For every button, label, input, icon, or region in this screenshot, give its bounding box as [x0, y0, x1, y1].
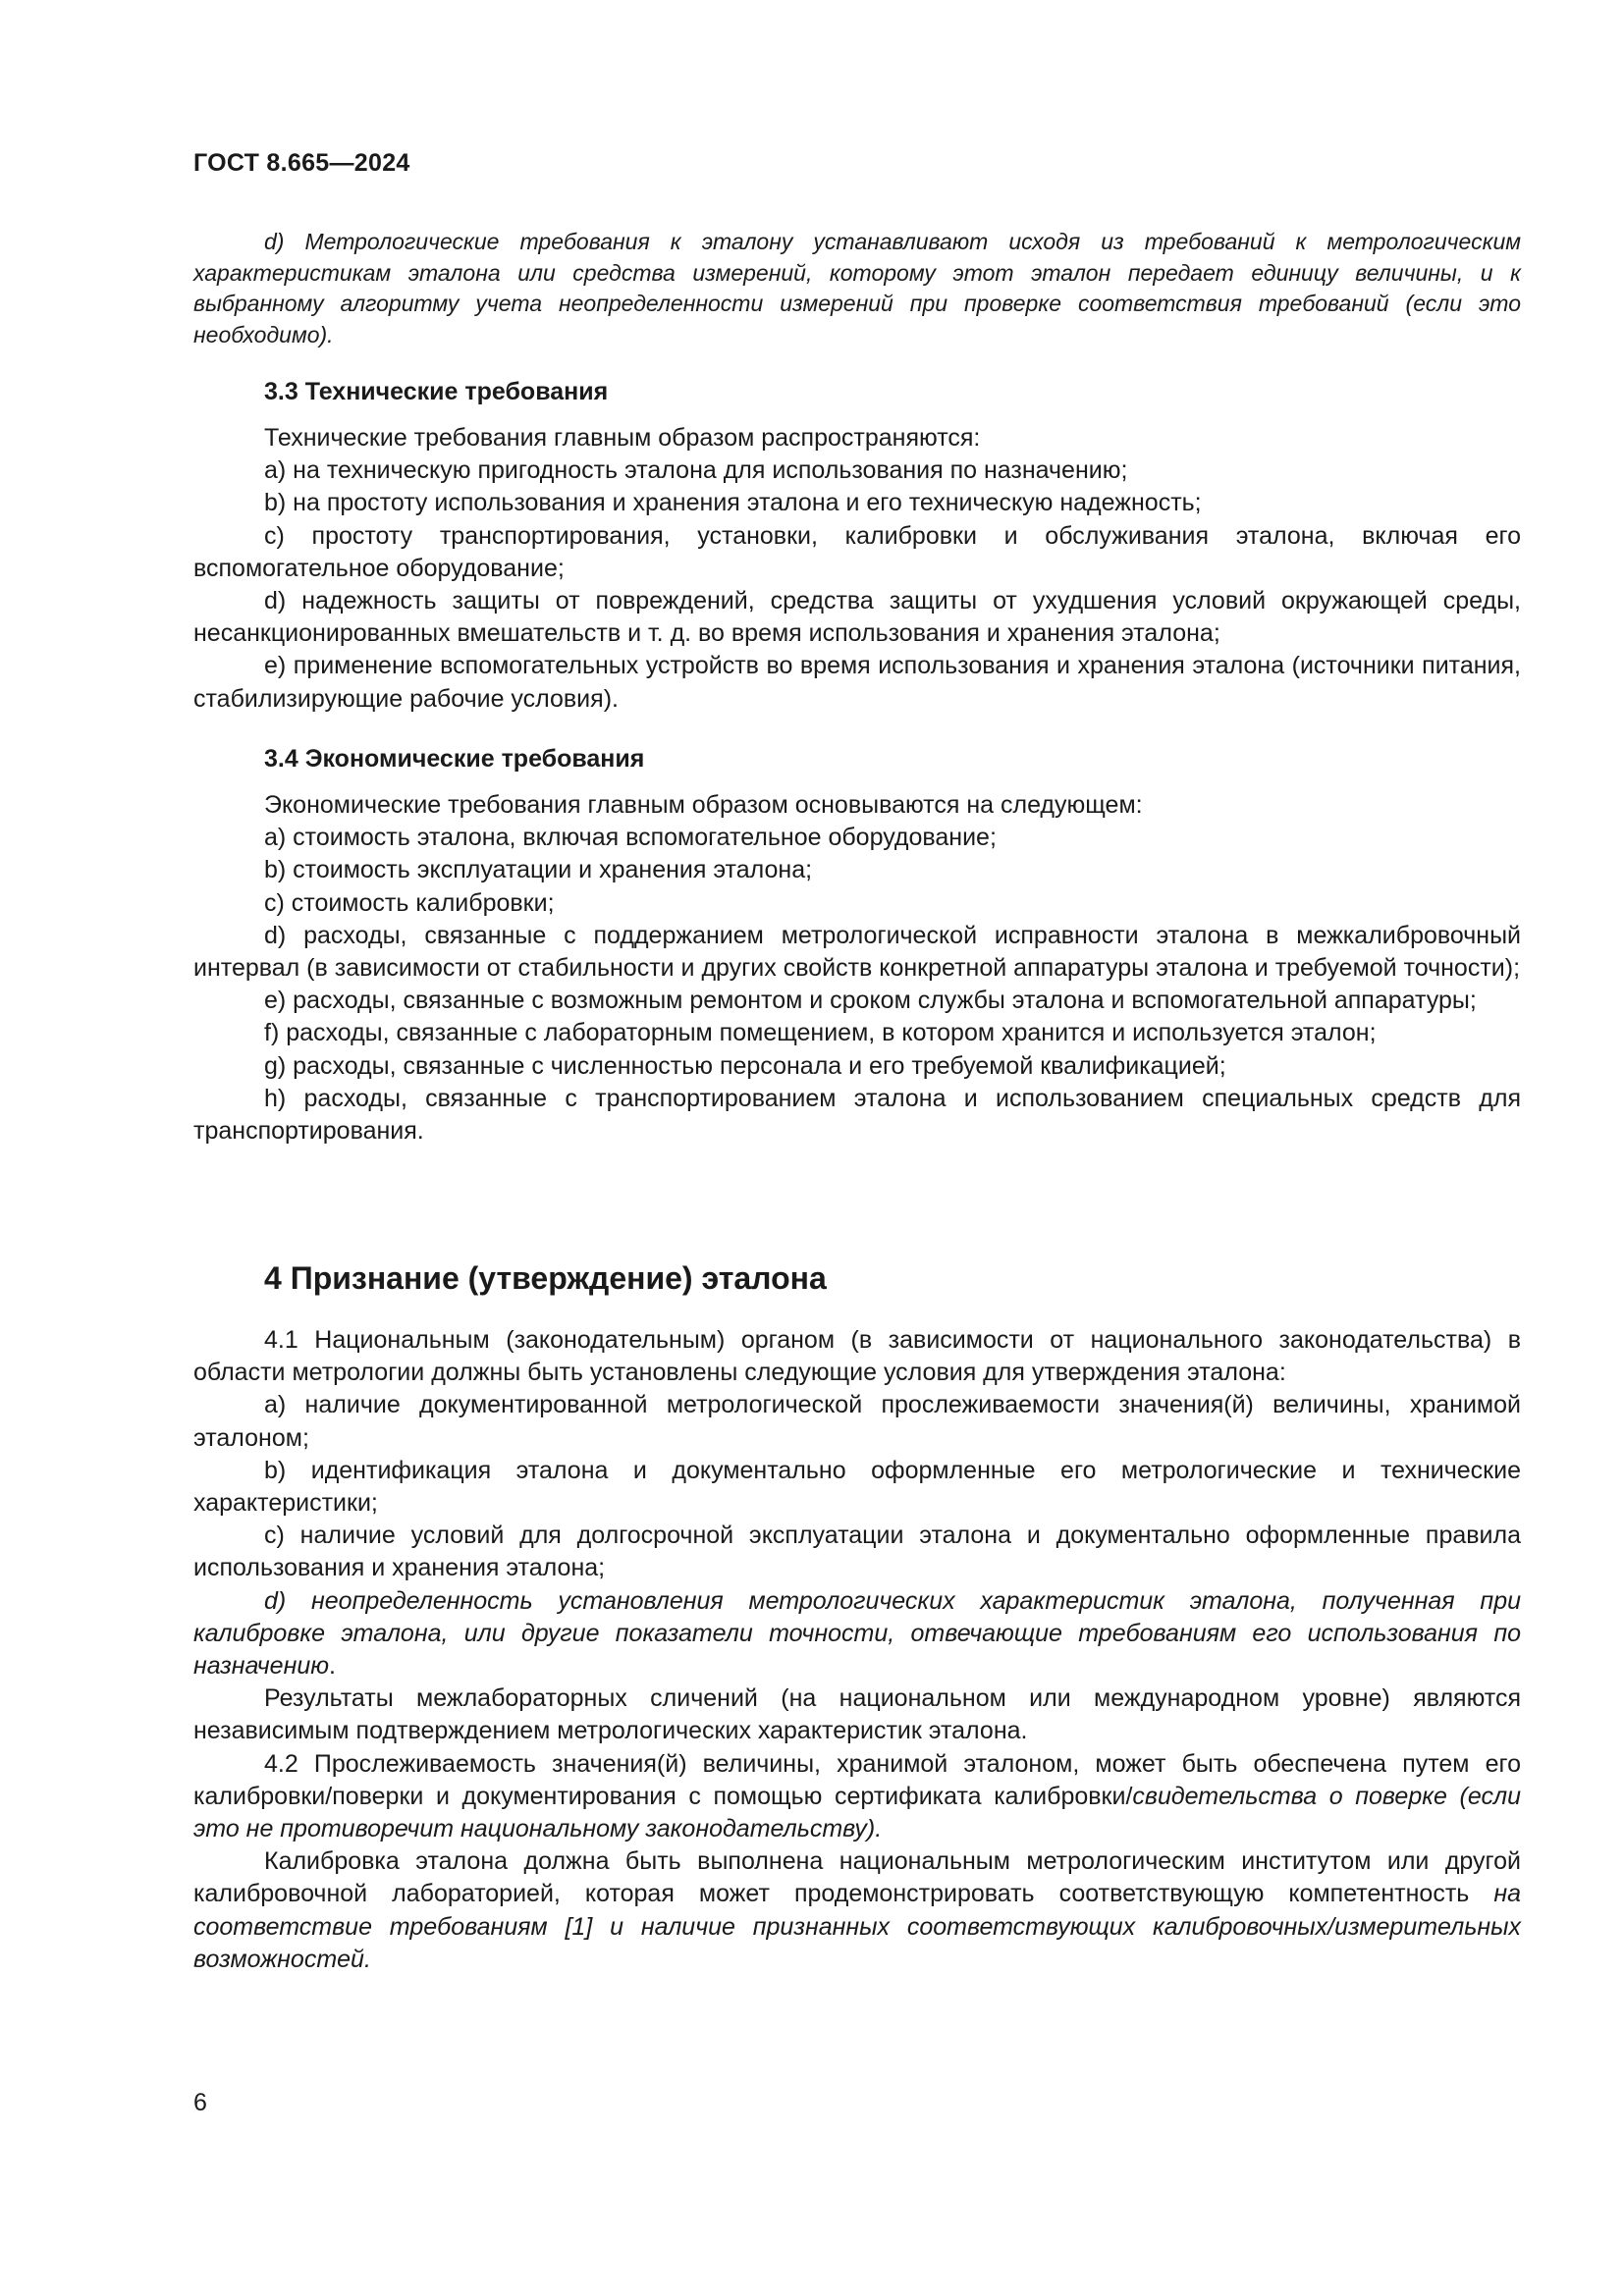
section-3-3-item-c: c) простоту транспортирования, установки, калибровки и обслуживания эталона, включая его вспомогательное оборудование; — [193, 521, 1521, 582]
section-3-4-item-e: e) расходы, связанные с возможным ремонтом и сроком службы эталона и вспомогательной аппаратуры; — [264, 987, 1477, 1015]
section-4-item-c: c) наличие условий для долгосрочной эксплуатации эталона и документально оформленные правила использования и хранения эталона; — [193, 1522, 1521, 1582]
section-3-3-heading: 3.3 Технические требования — [264, 378, 609, 405]
paragraph-calibration — [193, 1845, 1521, 1976]
section-3-3-item-e: e) применение вспомогательных устройств во время использования и хранения эталона (источники питания, стабилизирующие рабочие условия). — [193, 652, 1521, 713]
paragraph-calibration-regular: Калибровка эталона должна быть выполнена национальным метрологическим институтом или другой калибровочной лабораторией, которая может продемонстрировать соответствующую компетентность — [193, 1847, 1521, 1908]
section-3-4-item-g: g) расходы, связанные с численностью персонала и его требуемой квалификацией; — [264, 1051, 1226, 1080]
paragraph-calibration-italic: на соответствие требованиям [1] и наличие признанных соответствующих калибровочных/измерительных возможностей. — [193, 1880, 1521, 1973]
paragraph-4-1: 4.1 Национальным (законодательным) органом (в зависимости от национального законодательства) в области метрологии должны быть установлены следующие условия для утверждения эталона: — [193, 1326, 1521, 1387]
section-3-3-lead: Технические требования главным образом распространяются: — [264, 424, 981, 452]
page-number: 6 — [193, 2089, 207, 2116]
section-3-3-item-d: d) надежность защиты от повреждений, средства защиты от ухудшения условий окружающей среды, несанкционированных вмешательств и т. д. во время использования и хранения эталона; — [193, 587, 1521, 648]
section-3-4-item-h: h) расходы, связанные с транспортированием эталона и использованием специальных средств для транспортирования. — [193, 1084, 1521, 1146]
section-3-3-item-a: a) на техническую пригодность эталона для использования по назначению; — [264, 456, 1128, 485]
section-4-heading: 4 Признание (утверждение) эталона — [264, 1260, 827, 1296]
section-3-4-heading: 3.4 Экономические требования — [264, 745, 645, 773]
intro-item-d: d) Метрологические требования к эталону устанавливают исходя из требований к метрологическим характеристикам эталона или средства измерений, которому этот эталон передает единицу величины, и к выбранному алгоритму учета неопределенности измерений при проверке соответствия требований (если это необходимо). — [193, 229, 1521, 347]
section-3-4-item-a: a) стоимость эталона, включая вспомогательное оборудование; — [264, 824, 997, 852]
section-4-item-d-italic: d) неопределенность установления метрологических характеристик эталона, полученная при калибровке эталона, или другие показатели точности, отвечающие требованиям его использования по назначению — [193, 1586, 1521, 1681]
section-3-4-item-f: f) расходы, связанные с лабораторным помещением, в котором хранится и используется эталон; — [264, 1019, 1377, 1047]
paragraph-interlab-results: Результаты межлабораторных сличений (на национальном или международном уровне) являются независимым подтверждением метрологических характеристик эталона. — [193, 1684, 1521, 1745]
intro-block — [193, 227, 1521, 350]
section-3-4 — [193, 743, 1521, 1148]
section-4-item-a: a) наличие документированной метрологической прослеживаемости значения(й) величины, хранимой эталоном; — [193, 1391, 1521, 1452]
paragraph-4-2-regular: 4.2 Прослеживаемость значения(й) величины, хранимой эталоном, может быть обеспечена путем его калибровки/поверки и документирования с помощью сертификата калибровки/ — [193, 1749, 1521, 1810]
section-3-4-item-b: b) стоимость эксплуатации и хранения эталона; — [264, 856, 813, 884]
document-code-header: ГОСТ 8.665—2024 — [193, 149, 410, 177]
section-4-item-b: b) идентификация эталона и документально оформленные его метрологические и технические характеристики; — [193, 1456, 1521, 1518]
section-3-4-lead: Экономические требования главным образом основываются на следующем: — [264, 791, 1143, 819]
section-4 — [193, 1258, 1521, 1976]
section-4-item-d — [193, 1585, 1521, 1683]
section-3-3-item-b: b) на простоту использования и хранения эталона и его техническую надежность; — [264, 489, 1202, 517]
section-3-4-item-d: d) расходы, связанные с поддержанием метрологической исправности эталона в межкалибровочный интервал (в зависимости от стабильности и других свойств конкретной аппаратуры эталона и требуемой точности); — [193, 921, 1521, 983]
paragraph-4-2 — [193, 1748, 1521, 1846]
paragraph-4-2-italic: свидетельства о поверке (если это не противоречит национальному законодательству). — [193, 1782, 1521, 1843]
section-3-3 — [193, 376, 1521, 716]
section-3-4-item-c: c) стоимость калибровки; — [264, 888, 555, 917]
section-4-item-d-end: . — [329, 1652, 336, 1681]
